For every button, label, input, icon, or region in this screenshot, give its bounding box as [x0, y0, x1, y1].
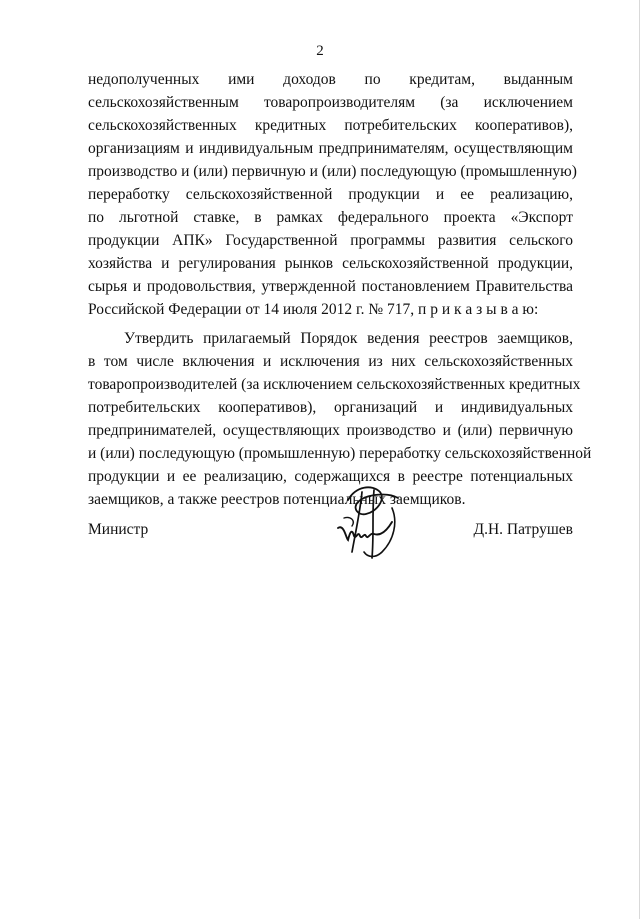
- text-line: заемщиков, а также реестров потенциальных заемщиков.: [88, 491, 466, 508]
- text-line: по льготной ставке, в рамках федерального проекта «Экспорт: [88, 209, 573, 226]
- text-line: Российской Федерации от 14 июля 2012 г. № 717, п р и к а з ы в а ю:: [88, 301, 539, 318]
- text-line: товаропроизводителей (за исключением сельскохозяйственных кредитных: [88, 376, 581, 393]
- text-line: и (или) последующую (промышленную) переработку сельскохозяйственной: [88, 445, 592, 462]
- text-line: предпринимателей, осуществляющих производство и (или) первичную: [88, 422, 573, 439]
- text-line: хозяйства и регулирования рынков сельскохозяйственной продукции,: [88, 255, 573, 272]
- text-line-indented: Утвердить прилагаемый Порядок ведения реестров заемщиков,: [124, 330, 573, 347]
- text-line: сельскохозяйственным товаропроизводителям (за исключением: [88, 94, 573, 111]
- text-line: продукции АПК» Государственной программы развития сельского: [88, 232, 573, 249]
- text-line: сырья и продовольствия, утвержденной постановлением Правительства: [88, 278, 573, 295]
- text-line: производство и (или) первичную и (или) последующую (промышленную): [88, 163, 577, 180]
- text-line: недополученных ими доходов по кредитам, выданным: [88, 71, 573, 88]
- signer-position: Министр: [88, 521, 149, 538]
- text-line: в том числе включения и исключения из них сельскохозяйственных: [88, 353, 573, 370]
- page-number: 2: [316, 43, 324, 59]
- text-line: сельскохозяйственных кредитных потребительских кооперативов),: [88, 117, 573, 134]
- paragraph-order-preamble: [88, 68, 577, 321]
- text-line: переработку сельскохозяйственной продукции и ее реализацию,: [88, 186, 573, 203]
- document-body: [88, 68, 592, 511]
- text-line: организациям и индивидуальным предпринимателям, осуществляющим: [88, 140, 573, 157]
- text-line: продукции и ее реализацию, содержащихся в реестре потенциальных: [88, 468, 573, 485]
- signature-block: [88, 518, 573, 542]
- text-line: потребительских кооперативов), организаций и индивидуальных: [88, 399, 573, 416]
- signer-name: Д.Н. Патрушев: [473, 521, 573, 538]
